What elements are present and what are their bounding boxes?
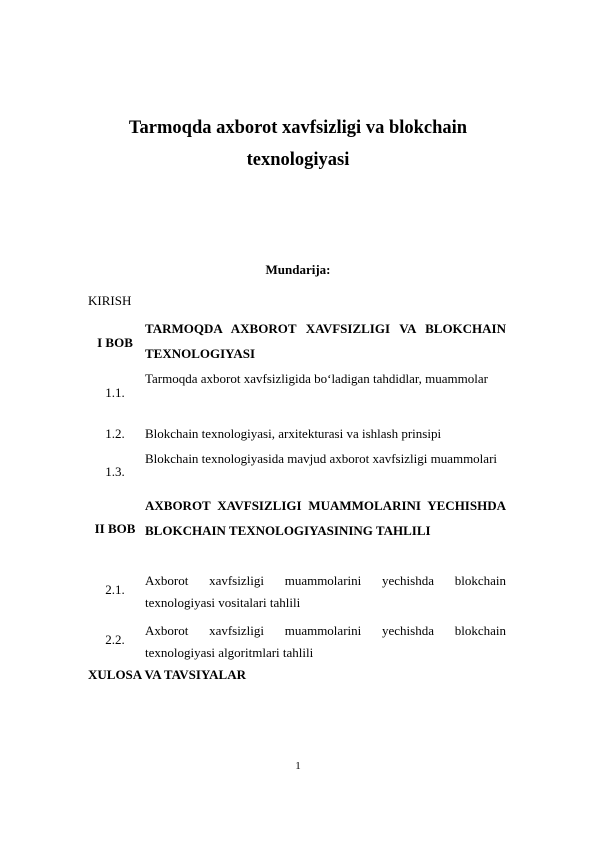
toc-section-2-2-number: 2.2. [105,632,125,647]
toc-section-1-1-number: 1.1. [105,385,125,400]
document-title-line1: Tarmoqda axborot xavfsizligi va blokchain [128,118,468,138]
toc-chapter-1-title: TARMOQDA AXBOROT XAVFSIZLIGI VA BLOKCHAIN TEXNOLOGIYASI [145,321,506,361]
contents-heading: Mundarija: [265,262,331,277]
toc-section-1-3-title: Blokchain texnologiyasida mavjud axborot xavfsizligi muammolari [145,451,498,466]
toc-introduction: KIRISH [88,293,132,308]
toc-chapter-2-title: AXBOROT XAVFSIZLIGI MUAMMOLARINI YECHISHDA BLOKCHAIN TEXNOLOGIYASINING TAHLILI [145,498,506,538]
toc-chapter-2-number: II BOB [94,521,136,536]
page-number: 1 [295,760,301,772]
toc-section-2-1-number: 2.1. [105,582,125,597]
toc-section-1-1-title: Tarmoqda axborot xavfsizligida bo‘ladigan tahdidlar, muammolar [145,371,488,386]
toc-section-2-2-title: Axborot xavfsizligi muammolarini yechishda blokchain texnologiyasi algoritmlari tahlili [145,623,506,660]
toc-section-1-3-number: 1.3. [105,464,125,479]
toc-section-2-1-title: Axborot xavfsizligi muammolarini yechishda blokchain texnologiyasi vositalari tahlili [145,573,506,610]
document-title-line2: texnologiyasi [246,150,350,170]
toc-section-1-2-number: 1.2. [105,426,125,441]
toc-chapter-1-number: I BOB [97,335,133,350]
toc-conclusion: XULOSA VA TAVSIYALAR [88,667,246,682]
toc-section-1-2-title: Blokchain texnologiyasi, arxitekturasi va ishlash prinsipi [145,426,442,441]
